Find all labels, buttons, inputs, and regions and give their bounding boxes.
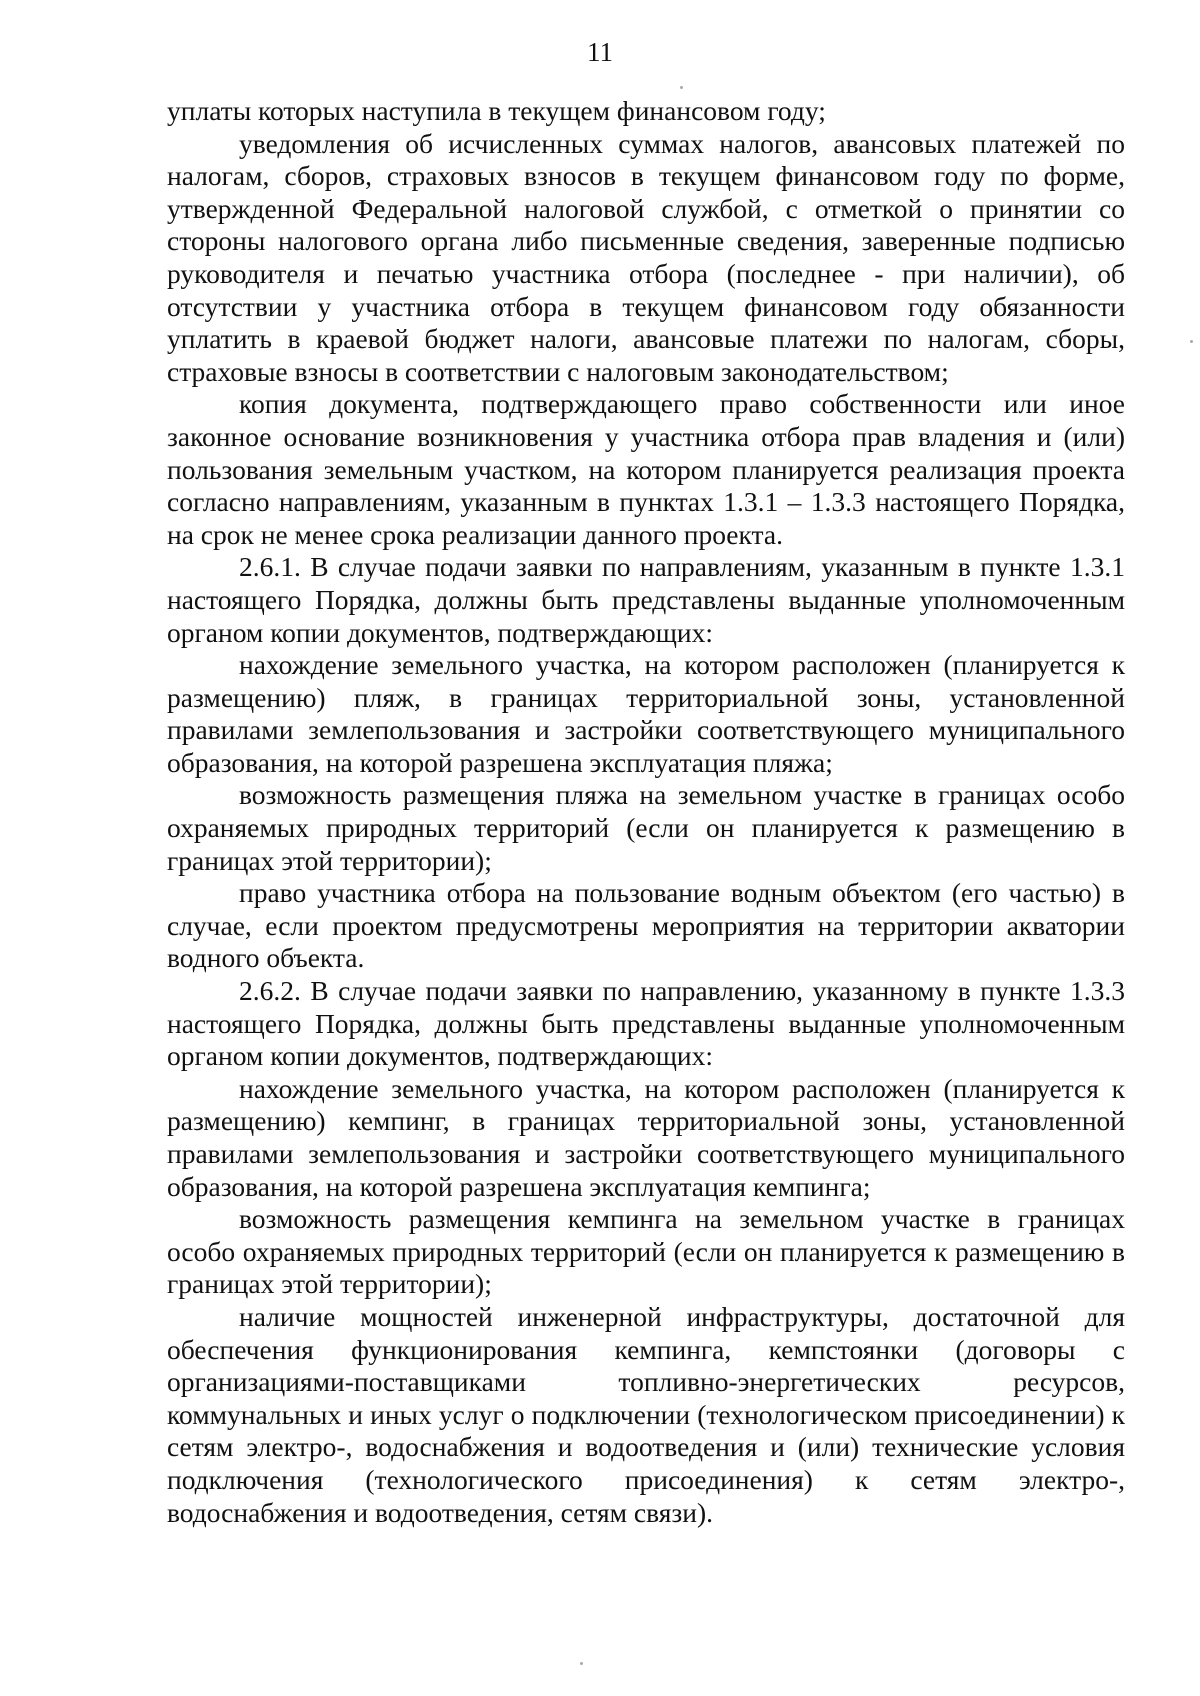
scan-speck <box>580 1662 583 1665</box>
paragraph: нахождение земельного участка, на котором расположен (планируется к размещению) пляж, в границах территориальной зоны, установленной правилами землепользования и застройки соответствующего муниципального образования, на которой разрешена эксплуатация пляжа; <box>167 649 1125 778</box>
paragraph: наличие мощностей инженерной инфраструктуры, достаточной для обеспечения функционирования кемпинга, кемпстоянки (договоры с организациями-поставщиками топливно-энергетических ресурсов, коммунальных и иных услуг о подключении (технологическом присоединении) к сетям электро-, водоснабжения и водоотведения и (или) технические условия подключения (технологического присоединения) к сетям электро-, водоснабжения и водоотведения, сетям связи). <box>167 1300 1125 1528</box>
paragraph: копия документа, подтверждающего право собственности или иное законное основание возникновения у участника отбора прав владения и (или) пользования земельным участком, на котором планируется реализация проекта согласно направлениям, указанным в пунктах 1.3.1 – 1.3.3 настоящего Порядка, на срок не менее срока реализации данного проекта. <box>167 388 1125 550</box>
paragraph: уведомления об исчисленных суммах налогов, авансовых платежей по налогам, сборов, страховых взносов в текущем финансовом году по форме, утвержденной Федеральной налоговой службой, с отметкой о принятии со стороны налогового органа либо письменные сведения, заверенные подписью руководителя и печатью участника отбора (последнее - при наличии), об отсутствии у участника отбора в текущем финансовом году обязанности уплатить в краевой бюджет налоги, авансовые платежи по налогам, сборы, страховые взносы в соответствии с налоговым законодательством; <box>167 127 1125 387</box>
paragraph: 2.6.1. В случае подачи заявки по направлениям, указанным в пункте 1.3.1 настоящего Порядка, должны быть представлены выданные уполномоченным органом копии документов, подтверждающих: <box>167 551 1125 648</box>
paragraph: возможность размещения пляжа на земельном участке в границах особо охраняемых природных территорий (если он планируется к размещению в границах этой территории); <box>167 779 1125 876</box>
page-number: 11 <box>587 37 613 67</box>
paragraph: 2.6.2. В случае подачи заявки по направлению, указанному в пункте 1.3.3 настоящего Порядка, должны быть представлены выданные уполномоченным органом копии документов, подтверждающих: <box>167 975 1125 1072</box>
document-body <box>167 95 1125 1529</box>
paragraph: право участника отбора на пользование водным объектом (его частью) в случае, если проектом предусмотрены мероприятия на территории акватории водного объекта. <box>167 877 1125 974</box>
paragraph: уплаты которых наступила в текущем финансовом году; <box>167 95 826 126</box>
paragraph: нахождение земельного участка, на котором расположен (планируется к размещению) кемпинг, в границах территориальной зоны, установленной правилами землепользования и застройки соответствующего муниципального образования, на которой разрешена эксплуатация кемпинга; <box>167 1072 1125 1202</box>
paragraph: возможность размещения кемпинга на земельном участке в границах особо охраняемых природных территорий (если он планируется к размещению в границах этой территории); <box>167 1203 1125 1300</box>
scan-speck <box>1190 340 1193 343</box>
scan-speck <box>680 86 683 89</box>
